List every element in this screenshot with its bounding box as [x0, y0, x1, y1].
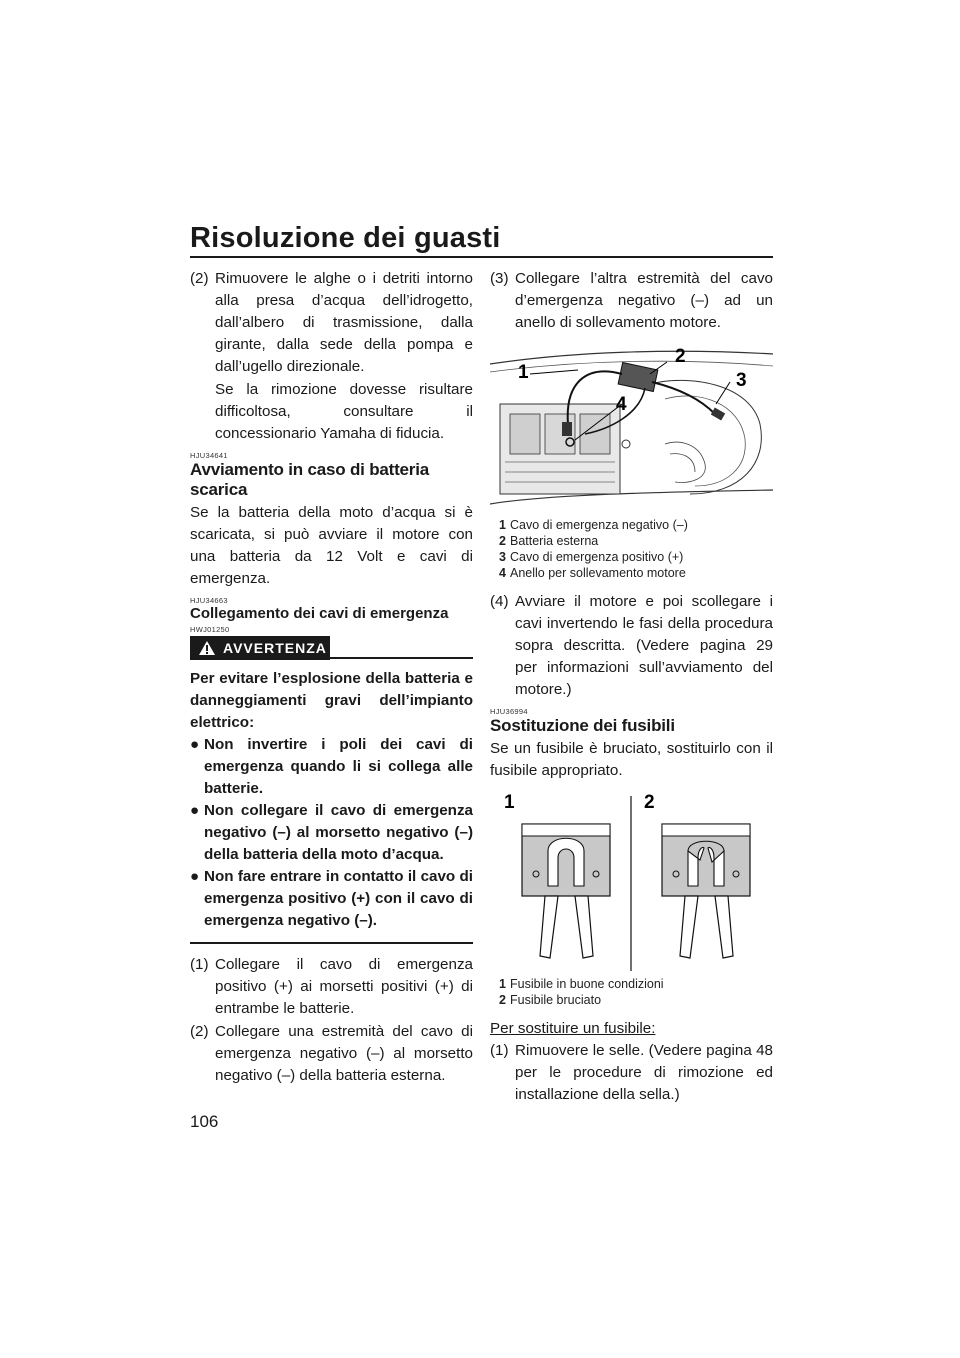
fuse-label-2: 2 [644, 792, 655, 813]
fuse-label-1: 1 [504, 792, 515, 813]
header-rule [190, 256, 773, 258]
warning-code: HWJ01250 [190, 625, 230, 634]
section-text-fuses: Se un fusibile è bruciato, sostituirlo con il fusibile appropriato. [490, 740, 773, 779]
step-1-connect-positive: (1) Collegare il cavo di emergenza positivo (+) ai morsetti positivi (+) di entrambe le batterie. [190, 955, 473, 1017]
caption-item: 2 Batteria esterna [499, 534, 599, 548]
caption-item: 1 Fusibile in buone condizioni [499, 977, 664, 991]
section-text-dead-battery: Se la batteria della moto d’acqua si è scaricata, si può avviare il motore con una batteria da 12 Volt e cavi di emergenza. [190, 504, 473, 587]
step-3-connect-lifting-eye: (3) Collegare l’altra estremità del cavo d’emergenza negativo (–) ad un anello di sollevamento motore. [490, 270, 773, 331]
engine-compartment-illustration [490, 344, 773, 509]
page-number: 106 [190, 1112, 219, 1131]
blown-fuse-icon [662, 824, 750, 958]
caption-item: 2 Fusibile bruciato [499, 993, 602, 1007]
step-1-remove-seats: (1) Rimuovere le selle. (Vedere pagina 48 per le procedure di rimozione ed installazione della sella.) [490, 1042, 773, 1103]
warning-item: ● Non fare entrare in contatto il cavo di emergenza positivo (+) con il cavo di emergenza negativo (–). [190, 868, 473, 929]
warning-bottom-rule [190, 942, 473, 944]
fuse-illustration [490, 796, 773, 974]
figure-1-captions [492, 517, 773, 581]
left-column [190, 268, 473, 1088]
fuse-figure [490, 792, 773, 974]
step-2-remove-debris: (2) Rimuovere le alghe o i detriti intorno alla presa d’acqua dell’idrogetto, dall’albero di trasmissione, dalla girante, dalla sede della pompa e dall’ugello direzionale. [190, 270, 473, 375]
subheading-replace-fuse: Per sostituire un fusibile: [490, 1020, 656, 1037]
section-code: HJU34641 [190, 451, 228, 460]
engine-compartment-figure [490, 344, 773, 509]
figure-label-4: 4 [616, 394, 627, 415]
warning-item: ● Non invertire i poli dei cavi di emergenza quando li si collega alle batterie. [190, 736, 473, 797]
warning-badge: AVVERTENZA [190, 636, 330, 660]
section-code: HJU36994 [490, 707, 528, 716]
warning-item: ● Non collegare il cavo di emergenza negativo (–) al morsetto negativo (–) della batteria della moto d’acqua. [190, 802, 473, 863]
warning-rule [330, 657, 473, 659]
caption-item: 4 Anello per sollevamento motore [499, 566, 686, 580]
figure-label-1: 1 [518, 362, 529, 383]
caption-item: 3 Cavo di emergenza positivo (+) [499, 550, 684, 564]
figure-2-captions [492, 976, 773, 1008]
section-code: HJU34663 [190, 596, 228, 605]
step-4-start-engine: (4) Avviare il motore e poi scollegare i cavi invertendo le fasi della procedura sopra descritta. (Vedere pagina 29 per informazioni sull’avviamento del motore.) [490, 593, 773, 698]
figure-label-2: 2 [675, 346, 686, 367]
warning-header [190, 636, 473, 662]
step-2-connect-negative: (2) Collegare una estremità del cavo di emergenza negativo (–) al morsetto negativo (–) della batteria esterna. [190, 1022, 473, 1084]
warning-intro: Per evitare l’esplosione della batteria e danneggiamenti gravi dell’impianto elettrico: [190, 670, 473, 731]
warning-triangle-icon [198, 640, 216, 656]
step-2-continuation: Se la rimozione dovesse risultare difficoltosa, consultare il concessionario Yamaha di fiducia. [215, 381, 473, 442]
section-title-jumper-cables: Collegamento dei cavi di emergenza [190, 605, 449, 622]
figure-label-3: 3 [736, 370, 747, 391]
good-fuse-icon [522, 824, 610, 958]
right-column [490, 268, 773, 1107]
section-title-dead-battery: Avviamento in caso di batteria scarica [190, 460, 429, 499]
warning-body [190, 668, 473, 932]
section-title-fuses: Sostituzione dei fusibili [490, 716, 675, 735]
page-title: Risoluzione dei guasti [190, 222, 501, 254]
caption-item: 1 Cavo di emergenza negativo (–) [499, 518, 688, 532]
